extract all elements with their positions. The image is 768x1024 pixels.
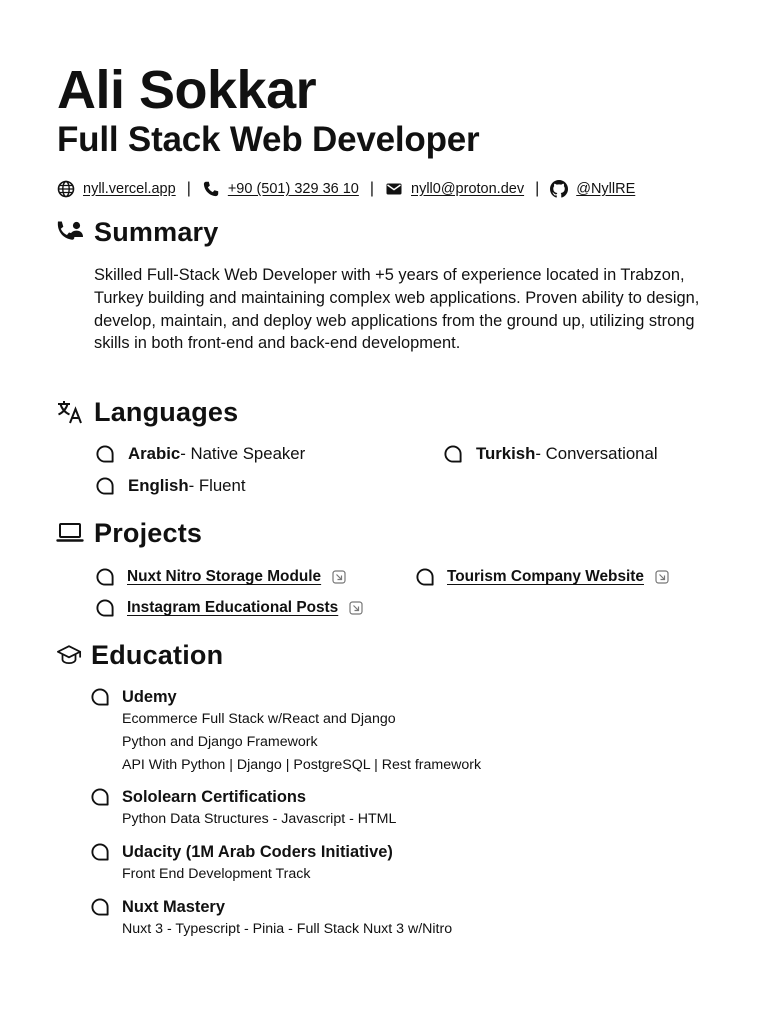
education-item xyxy=(90,686,481,777)
external-link-icon[interactable] xyxy=(655,570,669,584)
education-title: Udemy xyxy=(122,688,177,706)
separator: | xyxy=(535,180,540,197)
project-link[interactable]: Nuxt Nitro Storage Module xyxy=(127,568,322,585)
contact-bar xyxy=(57,178,635,200)
github-link[interactable]: @NyllRE xyxy=(576,181,636,197)
languages-heading-label: Languages xyxy=(94,397,239,427)
education-item xyxy=(90,841,393,886)
person-call-icon xyxy=(56,218,84,246)
contact-phone xyxy=(202,180,359,198)
bubble-bullet-icon xyxy=(90,687,110,707)
bubble-bullet-icon xyxy=(415,567,435,587)
separator: | xyxy=(186,180,191,197)
project-link[interactable]: Instagram Educational Posts xyxy=(127,599,339,616)
education-heading xyxy=(56,638,223,672)
language-level: - Native Speaker xyxy=(180,444,306,463)
candidate-name: Ali Sokkar xyxy=(57,60,317,120)
languages-heading xyxy=(56,395,238,429)
language-item xyxy=(95,444,305,464)
separator: | xyxy=(369,180,375,197)
education-detail: Nuxt 3 - Typescript - Pinia - Full Stack Nuxt 3 w/Nitro xyxy=(122,921,453,937)
project-item xyxy=(95,598,363,618)
language-name: English xyxy=(128,476,189,495)
education-heading-label: Education xyxy=(91,640,224,670)
education-detail: Python and Django Framework xyxy=(122,734,318,750)
summary-heading xyxy=(56,215,218,249)
contact-email xyxy=(385,180,524,198)
education-detail: Ecommerce Full Stack w/React and Django xyxy=(122,711,396,727)
github-icon xyxy=(550,180,568,198)
external-link-icon[interactable] xyxy=(332,570,346,584)
bubble-bullet-icon xyxy=(95,444,115,464)
education-detail: Python Data Structures - Javascript - HTML xyxy=(122,811,397,827)
external-link-icon[interactable] xyxy=(349,601,363,615)
mail-icon xyxy=(385,180,403,198)
education-item xyxy=(90,896,452,941)
projects-heading xyxy=(56,516,202,550)
education-item xyxy=(90,786,396,831)
bubble-bullet-icon xyxy=(95,598,115,618)
bubble-bullet-icon xyxy=(90,897,110,917)
contact-website xyxy=(57,180,176,198)
summary-text: Skilled Full-Stack Web Developer with +5 years of experience located in Trabzon, Turkey building and maintaining complex web applications. Proven ability to design, develop, maintain, and deploy web applications from the ground up, utilizing strong skills in both front-end and back-end development. xyxy=(94,266,700,353)
language-level: - Fluent xyxy=(188,476,246,495)
graduation-cap-icon xyxy=(56,642,82,668)
laptop-icon xyxy=(56,519,84,547)
language-level: - Conversational xyxy=(535,444,658,463)
education-title: Udacity (1M Arab Coders Initiative) xyxy=(122,843,393,861)
globe-icon xyxy=(57,180,75,198)
contact-github xyxy=(550,180,635,198)
education-title: Sololearn Certifications xyxy=(122,788,306,806)
projects-heading-label: Projects xyxy=(94,518,203,548)
bubble-bullet-icon xyxy=(443,444,463,464)
email-link[interactable]: nyll0@proton.dev xyxy=(411,181,525,197)
phone-icon xyxy=(202,180,220,198)
project-item xyxy=(415,567,669,587)
language-item xyxy=(95,476,246,496)
website-link[interactable]: nyll.vercel.app xyxy=(83,181,176,197)
education-detail: Front End Development Track xyxy=(122,866,311,882)
language-name: Arabic xyxy=(128,444,181,463)
bubble-bullet-icon xyxy=(90,787,110,807)
bubble-bullet-icon xyxy=(95,567,115,587)
phone-link[interactable]: +90 (501) 329 36 10 xyxy=(227,181,359,197)
education-detail: API With Python | Django | PostgreSQL | Rest framework xyxy=(122,757,482,773)
language-item xyxy=(443,444,658,464)
education-title: Nuxt Mastery xyxy=(122,898,225,916)
bubble-bullet-icon xyxy=(95,476,115,496)
summary-heading-label: Summary xyxy=(94,217,219,247)
language-name: Turkish xyxy=(476,444,536,463)
project-item xyxy=(95,567,346,587)
translate-icon xyxy=(56,398,84,426)
job-title: Full Stack Web Developer xyxy=(57,120,480,159)
project-link[interactable]: Tourism Company Website xyxy=(447,568,644,585)
bubble-bullet-icon xyxy=(90,842,110,862)
